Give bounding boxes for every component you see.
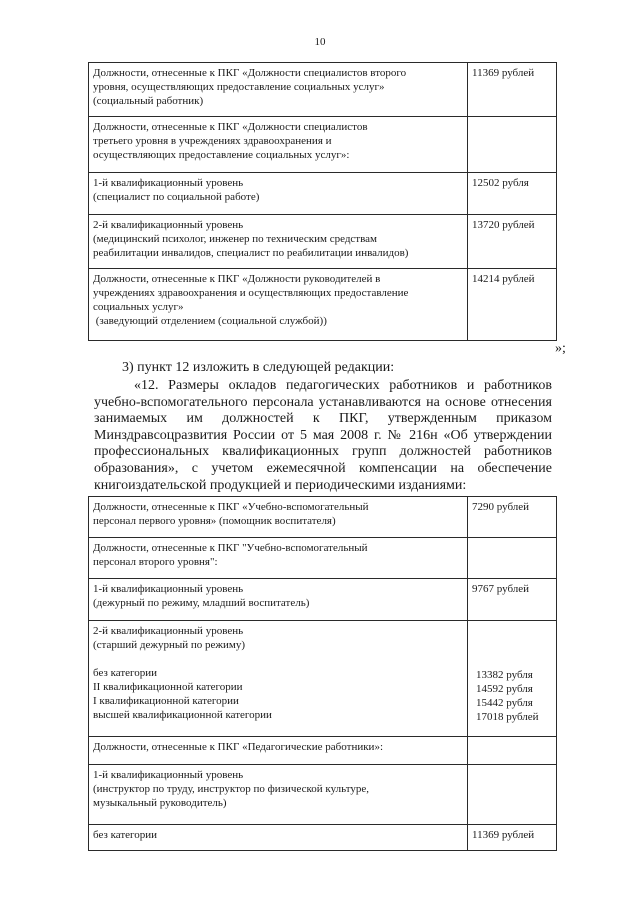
- cell-line: персонал первого уровня» (помощник воспитателя): [93, 515, 336, 527]
- paragraph-line: книгоиздательской продукцией и периодическими изданиями:: [94, 477, 467, 493]
- position-cell: [89, 173, 468, 215]
- salary-cell: 9767 рублей: [468, 579, 557, 621]
- cell-line: 1-й квалификационный уровень: [93, 583, 244, 595]
- paragraph-item-12: [94, 378, 552, 494]
- page-number: 10: [314, 36, 326, 48]
- cell-line: учреждениях здравоохранения и осуществляющих предоставление: [93, 287, 409, 299]
- paragraph-line: образования», с учетом ежемесячной компенсации на обеспечение: [94, 460, 552, 476]
- salary-cell: 13720 рублей: [468, 215, 557, 269]
- cell-line: Должности, отнесенные к ПКГ «Должности специалистов: [93, 121, 368, 133]
- table-row: [89, 538, 557, 579]
- cell-line: без категории: [93, 829, 158, 841]
- salary-cell: 12502 рубля: [468, 173, 557, 215]
- cell-line: Должности, отнесенные к ПКГ «Должности руководителей в: [93, 273, 381, 285]
- table-row: [89, 765, 557, 825]
- salary-cell: [468, 737, 557, 765]
- position-cell: [89, 579, 468, 621]
- position-cell: [89, 269, 468, 341]
- position-cell: [89, 825, 468, 851]
- category-salary: 13382 рубля: [476, 669, 533, 681]
- table-row: [89, 215, 557, 269]
- cell-line: социальных услуг»: [93, 301, 184, 313]
- cell-line: персонал второго уровня":: [93, 556, 218, 568]
- category-salary: 17018 рублей: [476, 711, 539, 723]
- table-row: [89, 497, 557, 538]
- salary-cell: [468, 621, 557, 737]
- cell-line: (инструктор по труду, инструктор по физической культуре,: [93, 783, 369, 795]
- salary-cell: [468, 117, 557, 173]
- salary-cell: [468, 765, 557, 825]
- salary-cell: 11369 рублей: [468, 825, 557, 851]
- position-cell: [89, 621, 468, 737]
- position-cell: [89, 497, 468, 538]
- cell-line: Должности, отнесенные к ПКГ «Учебно-вспомогательный: [93, 501, 369, 513]
- paragraph-line: занимаемых им должностей к ПКГ, утвержденным приказом: [94, 411, 552, 427]
- cell-line: (специалист по социальной работе): [93, 191, 260, 203]
- cell-line: (старший дежурный по режиму): [93, 639, 245, 651]
- table-row: [89, 173, 557, 215]
- category-salary: 15442 рубля: [476, 697, 533, 709]
- cell-line: осуществляющих предоставление социальных услуг»:: [93, 149, 350, 161]
- cell-line: (социальный работник): [93, 95, 204, 107]
- paragraph-item-3: 3) пункт 12 изложить в следующей редакции:: [122, 360, 395, 375]
- category-label: без категории: [93, 667, 158, 679]
- cell-line: реабилитации инвалидов, специалист по реабилитации инвалидов): [93, 247, 409, 259]
- cell-line: 1-й квалификационный уровень: [93, 177, 244, 189]
- table-row: [89, 621, 557, 737]
- table-row: [89, 579, 557, 621]
- cell-line: 2-й квалификационный уровень: [93, 219, 244, 231]
- closing-quote-mark: »;: [555, 341, 566, 356]
- salary-table-1: [88, 62, 557, 341]
- cell-line: Должности, отнесенные к ПКГ «Педагогические работники»:: [93, 741, 384, 753]
- category-label: II квалификационной категории: [93, 681, 243, 693]
- salary-cell: [468, 538, 557, 579]
- table-row: [89, 737, 557, 765]
- salary-cell: 7290 рублей: [468, 497, 557, 538]
- position-cell: [89, 737, 468, 765]
- paragraph-line: профессиональных квалификационных групп должностей работников: [94, 444, 552, 460]
- category-salary: 14592 рубля: [476, 683, 533, 695]
- table-row: [89, 117, 557, 173]
- cell-line: Должности, отнесенные к ПКГ "Учебно-вспомогательный: [93, 542, 368, 554]
- cell-line: (дежурный по режиму, младший воспитатель): [93, 597, 310, 609]
- category-label: I квалификационной категории: [93, 695, 239, 707]
- category-label: высшей квалификационной категории: [93, 709, 272, 721]
- position-cell: [89, 765, 468, 825]
- cell-line: третьего уровня в учреждениях здравоохранения и: [93, 135, 332, 147]
- cell-line: (заведующий отделением (социальной службой)): [93, 315, 327, 327]
- position-cell: [89, 538, 468, 579]
- table-row: [89, 269, 557, 341]
- position-cell: [89, 117, 468, 173]
- salary-cell: 11369 рублей: [468, 63, 557, 117]
- salary-cell: 14214 рублей: [468, 269, 557, 341]
- cell-line: 2-й квалификационный уровень: [93, 625, 244, 637]
- paragraph-line: «12. Размеры окладов педагогических работников и работников: [134, 378, 552, 393]
- cell-line: музыкальный руководитель): [93, 797, 227, 809]
- table-row: [89, 825, 557, 851]
- table-row: [89, 63, 557, 117]
- paragraph-line: учебно-вспомогательного персонала устанавливаются на основе отнесения: [94, 394, 552, 410]
- position-cell: [89, 215, 468, 269]
- paragraph-line: Минздравсоцразвития России от 5 мая 2008 г. № 216н «Об утверждении: [94, 427, 552, 443]
- salary-table-2: [88, 496, 557, 851]
- cell-line: (медицинский психолог, инженер по техническим средствам: [93, 233, 378, 245]
- cell-line: уровня, осуществляющих предоставление социальных услуг»: [93, 81, 385, 93]
- cell-line: Должности, отнесенные к ПКГ «Должности специалистов второго: [93, 67, 407, 79]
- cell-line: 1-й квалификационный уровень: [93, 769, 244, 781]
- position-cell: [89, 63, 468, 117]
